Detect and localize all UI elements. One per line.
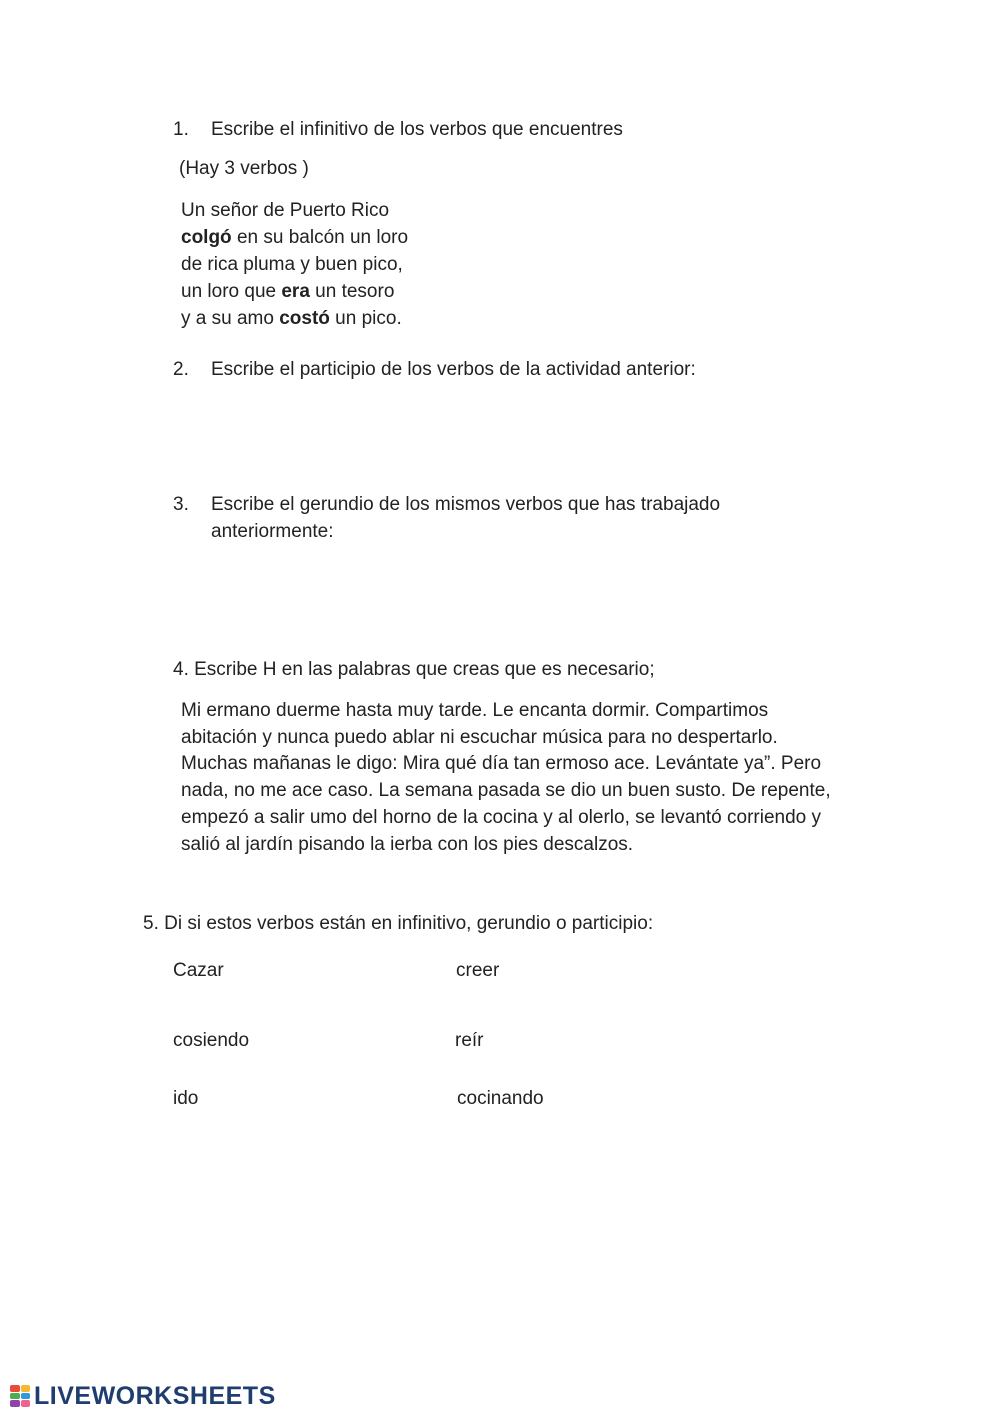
question-1-hint: (Hay 3 verbos )	[179, 158, 309, 179]
paragraph-line: Muchas mañanas le digo: Mira qué día tan ermoso ace. Levántate ya”. Pero	[181, 753, 822, 775]
paragraph-line: salió al jardín pisando la ierba con los pies descalzos.	[181, 833, 634, 855]
logo-block	[21, 1400, 31, 1407]
question-3-text-line2: anteriormente:	[211, 521, 334, 542]
question-4-text: 4. Escribe H en las palabras que creas que es necesario;	[173, 659, 655, 680]
answer-area-3[interactable]	[211, 560, 851, 640]
question-2-text: Escribe el participio de los verbos de la actividad anterior:	[211, 359, 696, 380]
question-3	[173, 494, 720, 516]
word-item: cosiendo	[173, 1030, 250, 1051]
answer-area-2[interactable]	[211, 400, 851, 480]
word-item: cocinando	[457, 1088, 544, 1109]
word-item: Cazar	[173, 960, 224, 981]
paragraph-line: empezó a salir umo del horno de la cocina y al olerlo, se levantó corriendo y	[181, 806, 822, 828]
liveworksheets-logo[interactable]	[10, 1382, 276, 1410]
paragraph-line: Mi ermano duerme hasta muy tarde. Le encanta dormir. Compartimos	[181, 700, 769, 721]
logo-block	[21, 1385, 31, 1392]
brand-name: LIVEWORKSHEETS	[34, 1381, 276, 1410]
question-3-number: 3.	[173, 494, 189, 515]
question-3-text-line1: Escribe el gerundio de los mismos verbos que has trabajado	[211, 494, 721, 515]
poem-line: Un señor de Puerto Rico	[181, 200, 390, 221]
logo-block	[10, 1400, 20, 1407]
word-item: reír	[455, 1030, 484, 1051]
poem-line: un loro que era un tesoro	[181, 281, 395, 302]
question-1-text: Escribe el infinitivo de los verbos que encuentres	[211, 119, 623, 140]
logo-blocks-icon	[10, 1385, 30, 1407]
question-4-paragraph	[181, 698, 871, 858]
paragraph-line: nada, no me ace caso. La semana pasada se dio un buen susto. De repente,	[181, 780, 831, 802]
logo-block	[10, 1393, 20, 1400]
question-1	[173, 119, 623, 141]
question-1-number: 1.	[173, 119, 189, 140]
paragraph-line: abitación y nunca puedo ablar ni escuchar música para no despertarlo.	[181, 726, 778, 748]
word-item: ido	[173, 1088, 199, 1109]
logo-block	[10, 1385, 20, 1392]
question-2-number: 2.	[173, 359, 189, 380]
logo-block	[21, 1393, 31, 1400]
poem-line: colgó en su balcón un loro	[181, 227, 409, 248]
question-5-text: 5. Di si estos verbos están en infinitivo, gerundio o participio:	[143, 913, 654, 934]
word-item: creer	[456, 960, 500, 981]
poem-line: de rica pluma y buen pico,	[181, 254, 403, 275]
question-2	[173, 359, 696, 381]
poem-line: y a su amo costó un pico.	[181, 308, 402, 329]
